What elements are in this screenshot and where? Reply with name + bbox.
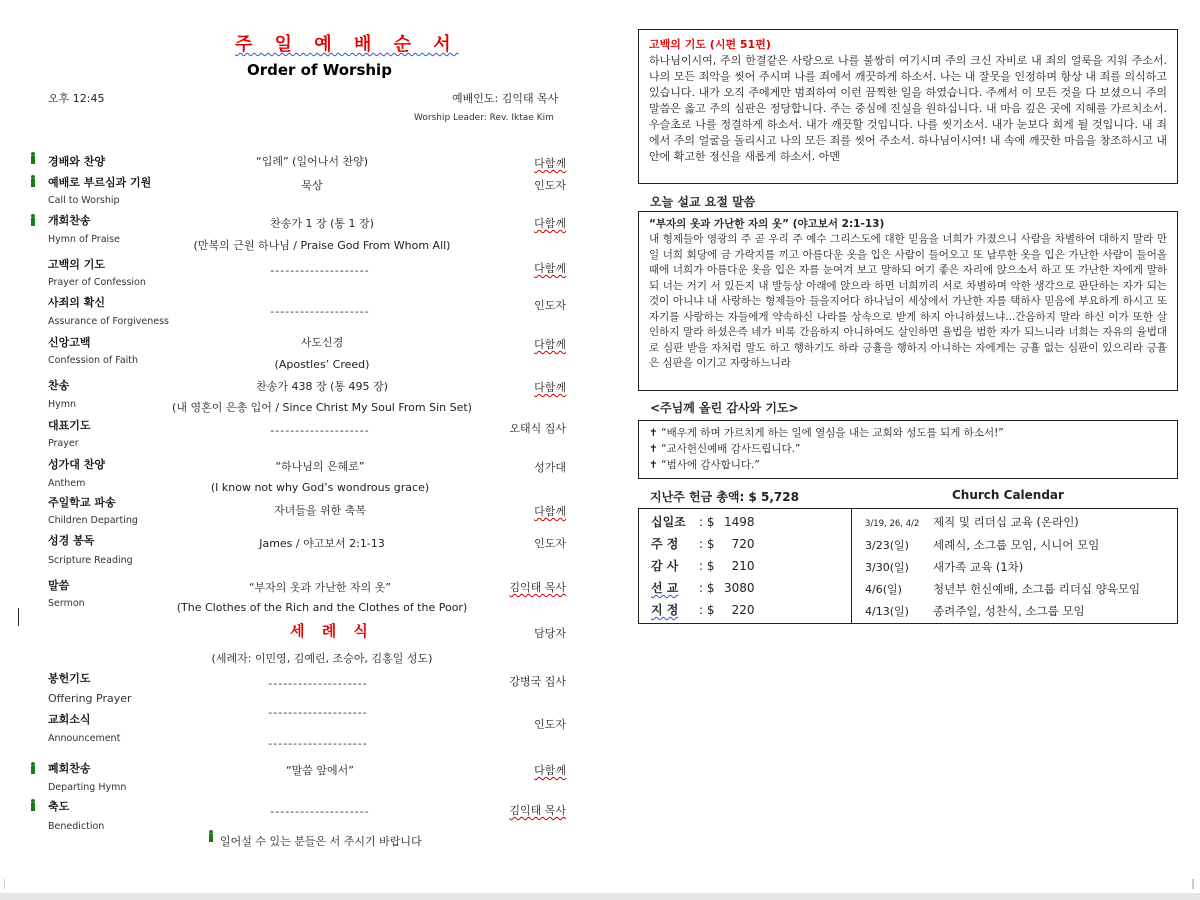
order-item-english: Hymn — [48, 399, 77, 410]
order-item-detail: 찬송가 438 장 (통 495 장) — [256, 380, 388, 393]
order-item-leader: 다함께 — [534, 262, 566, 275]
order-item-placeholder: -------------------- — [270, 264, 370, 277]
page-bottom-edge — [0, 893, 1200, 900]
sermon-verse-text: 내 형제들아 영광의 주 곧 우리 주 예수 그리스도에 대한 믿음을 너희가 가졌으니 사람을 차별하여 대하지 말라 만일 너희 회당에 금 가락지를 끼고 아름다운 옷을 입은 사람이 들어오고 또 남루한 옷을 입은 가난한 사람이 들어올 때에 너희가 아름다운 옷을 입은 자를 눈여겨 보고 말하되 여기 좋은 자리에 앉으소서 하고 또 가난한 자에게 말하되 너는 거기 서 있든지 내 발등상 아래에 앉으라 하면 너희끼리 서로 차별하며 악한 생각으로 판단하는 자가 되는 것이 아니냐 내 사랑하는 형제들아 들을지어다 하나님이 세상에서 가난한 자를 택하사 믿음에 부요하게 하시고 또 자기를 사랑하는 자들에게 약속하신 나라를 상속으로 받게 하지 아니하셨느냐...간음하지 말라 하신 이가 또한 살인하지 말라 하셨은즉 네가 비록 간음하지 아니하여도 살인하면 율법을 범한 자가 되느니라 너희는 자유의 율법대로 심판 받을 자처럼 말도 하고 행하기도 하라 긍휼을 행하지 아니하는 자에게는 긍휼 없는 심판이 있으리라 긍휼은 심판을 이기고 자랑하느니라 — [649, 233, 1167, 369]
stand-notice: 일어설 수 있는 분들은 서 주시기 바랍니다 — [220, 835, 422, 848]
order-item-leader: 성가대 — [534, 461, 566, 474]
thanks-heading: <주님께 올린 감사와 기도> — [650, 401, 799, 415]
order-item-detail: 자녀들을 위한 축복 — [273, 504, 367, 517]
calendar-title: Church Calendar — [952, 488, 1064, 502]
order-item-english: Scripture Reading — [48, 555, 133, 566]
order-item-title: 대표기도 — [48, 419, 91, 432]
cross-icon: ✝ — [649, 459, 662, 471]
order-item-detail: “말씀 앞에서” — [285, 764, 355, 777]
order-item-placeholder: -------------------- — [268, 706, 368, 719]
stand-up-icon — [30, 799, 36, 811]
order-item-leader: 강병국 집사 — [509, 675, 566, 688]
worship-leader: 예배인도: 김익태 목사 — [452, 92, 559, 105]
crop-mark-icon — [4, 879, 14, 889]
order-item-leader: 오태식 집사 — [509, 422, 566, 435]
order-item-title: 고백의 기도 — [48, 258, 105, 271]
order-item-detail-sub: (Apostles’ Creed) — [274, 358, 370, 371]
order-item-leader: 인도자 — [534, 718, 566, 731]
stand-up-icon — [30, 152, 36, 164]
order-item-english: Departing Hymn — [48, 782, 127, 793]
order-item-leader: 다함께 — [534, 505, 566, 518]
thanks-item: ✝ “교사헌신예배 감사드립니다.” — [649, 443, 801, 455]
order-item-english: Prayer — [48, 438, 79, 449]
order-item-title: 축도 — [48, 800, 70, 813]
order-item-leader: 인도자 — [534, 299, 566, 312]
order-item-title: 성가대 찬양 — [48, 458, 105, 471]
order-item-placeholder: -------------------- — [268, 737, 368, 750]
offering-row: 주 정 : $ 720 — [651, 537, 755, 551]
order-item-detail: 찬송가 1 장 (통 1 장) — [270, 217, 374, 230]
page-title-english: Order of Worship — [247, 61, 392, 79]
calendar-row: 3/30(일) 새가족 교육 (1차) — [865, 560, 1024, 574]
sacrament-title: 세 례 식 — [290, 622, 374, 640]
confession-prayer-title: 고백의 기도 (시편 51편) — [649, 38, 771, 51]
offering-row: 지 정 : $ 220 — [651, 603, 755, 617]
order-item-placeholder: -------------------- — [268, 677, 368, 690]
order-item-detail: 묵상 — [301, 179, 323, 192]
order-item-detail-sub: (I know not why God’s wondrous grace) — [210, 481, 430, 494]
thanks-item: ✝ “범사에 감사합니다.” — [649, 459, 760, 471]
order-item-english: Children Departing — [48, 515, 138, 526]
sermon-verse-box — [638, 211, 1178, 391]
worship-leader-english: Worship Leader: Rev. Iktae Kim — [414, 113, 554, 123]
column-divider — [851, 509, 852, 623]
order-item-leader: 다함께 — [534, 381, 566, 394]
order-item-detail-sub: (The Clothes of the Rich and the Clothes of the Poor) — [176, 601, 468, 614]
order-item-placeholder: -------------------- — [270, 424, 370, 437]
calendar-row: 3/19, 26, 4/2 제직 및 리더십 교육 (온라인) — [865, 515, 1079, 529]
order-item-detail: 사도신경 — [300, 336, 344, 349]
order-item-placeholder: -------------------- — [270, 805, 370, 818]
order-item-leader: 김익태 목사 — [509, 804, 566, 817]
order-item-title: 개회찬송 — [48, 214, 91, 227]
order-item-title: 교회소식 — [48, 713, 91, 726]
order-item-title: 신앙고백 — [48, 336, 91, 349]
order-item-title: 찬송 — [48, 379, 70, 392]
offering-calendar-box — [638, 508, 1178, 624]
order-item-title: 성경 봉독 — [48, 534, 95, 547]
order-item-english: Call to Worship — [48, 195, 120, 206]
order-item-leader: 다함께 — [534, 217, 566, 230]
stand-up-icon — [30, 175, 36, 187]
order-item-english: Prayer of Confession — [48, 277, 146, 288]
order-item-detail: James / 야고보서 2:1-13 — [259, 537, 385, 550]
order-item-leader: 담당자 — [534, 627, 566, 640]
calendar-row: 3/23(일) 세례식, 소그룹 모임, 시니어 모임 — [865, 538, 1100, 552]
sermon-verse-heading: 오늘 설교 요절 말씀 — [650, 195, 756, 209]
order-item-english: Confession of Faith — [48, 355, 139, 366]
calendar-row: 4/6(일) 청년부 헌신예배, 소그룹 리더십 양육모임 — [865, 582, 1141, 596]
thanks-item: ✝ “배우게 하며 가르치게 하는 일에 열심을 내는 교회와 성도를 되게 하소서!” — [649, 427, 1004, 439]
confession-prayer-box — [638, 29, 1178, 184]
order-item-leader: 다함께 — [534, 157, 566, 170]
order-item-detail-sub: (만복의 근원 하나님 / Praise God From Whom All) — [193, 239, 451, 252]
order-item-detail-sub: (내 영혼이 은총 입어 / Since Christ My Soul From Sin Set) — [172, 401, 472, 414]
text-cursor — [18, 608, 19, 626]
calendar-row: 4/13(일) 종려주일, 성찬식, 소그룹 모임 — [865, 604, 1085, 618]
stand-up-icon — [208, 830, 214, 842]
offering-row: 십일조 : $ 1498 — [651, 515, 755, 529]
order-item-leader: 인도자 — [534, 179, 566, 192]
order-item-leader: 인도자 — [534, 537, 566, 550]
order-item-english: Offering Prayer — [48, 692, 132, 705]
order-item-english: Assurance of Forgiveness — [48, 316, 170, 327]
service-time: 오후 12:45 — [48, 92, 105, 105]
order-item-title: 예배로 부르심과 기원 — [48, 176, 152, 189]
offering-row: 선 교 : $ 3080 — [651, 581, 755, 595]
order-item-english: Benediction — [48, 821, 105, 832]
order-item-title: 사죄의 확신 — [48, 296, 105, 309]
order-item-placeholder: -------------------- — [270, 305, 370, 318]
order-item-detail: “하나님의 은혜로” — [275, 460, 365, 473]
order-item-english: Sermon — [48, 598, 85, 609]
order-item-leader: 다함께 — [534, 764, 566, 777]
confession-prayer-text: 하나님이시여, 주의 한결같은 사랑으로 나를 불쌍히 여기시며 주의 크신 자비로 내 죄의 얼룩을 지워 주소서. 나의 모든 죄악을 씻어 주시며 나를 죄에서 깨끗하게 하소서. 나는 내 잘못을 인정하며 항상 내 죄를 의식하고 있습니다. 내가 오직 주에게만 범죄하여 이런 끔찍한 일을 하였습니다. 주께서 이 모든 것을 다 보셨으니 주의 말씀은 옳고 주의 심판은 정당합니다. 주는 중심에 진실을 원하십니다. 내 마음 깊은 곳에 지혜를 가르치소서. 우슬초로 나를 정결하게 하소서. 내가 깨끗할 것입니다. 나를 씻기소서. 내가 눈보다 희게 될 것입니다. 내 죄에서 주의 얼굴을 돌리시고 나의 모든 죄를 씻어 주소서. 하나님이시여! 내 속에 깨끗한 마음을 창조하시고 내 안에 확고한 정신을 새롭게 하소서. 아멘 — [649, 54, 1167, 163]
sermon-verse-title: “부자의 옷과 가난한 자의 옷” (야고보서 2:1-13) — [649, 218, 885, 230]
order-item-detail: “입례” (일어나서 찬양) — [256, 155, 368, 168]
stand-up-icon — [30, 214, 36, 226]
order-item-title: 경배와 찬양 — [48, 155, 105, 168]
thanks-box — [638, 420, 1178, 479]
order-item-title: 주일학교 파송 — [48, 496, 116, 509]
cross-icon: ✝ — [649, 443, 662, 455]
order-item-english: Anthem — [48, 478, 86, 489]
page-title-korean: 주 일 예 배 순 서 — [235, 34, 459, 55]
order-item-title: 말씀 — [48, 579, 70, 592]
stand-up-icon — [30, 762, 36, 774]
order-item-title: 폐회찬송 — [48, 762, 91, 775]
order-item-detail: “부자의 옷과 가난한 자의 옷” — [248, 581, 392, 594]
order-item-leader: 다함께 — [534, 338, 566, 351]
offering-row: 감 사 : $ 210 — [651, 559, 755, 573]
order-item-english: Announcement — [48, 733, 121, 744]
order-item-english: Hymn of Praise — [48, 234, 120, 245]
order-item-title: 봉헌기도 — [48, 672, 91, 685]
cross-icon: ✝ — [649, 427, 662, 439]
order-item-leader: 김익태 목사 — [509, 581, 566, 594]
crop-mark-icon — [1184, 879, 1194, 889]
sacrament-names: (세례자: 이민영, 김예린, 조승아, 김홍일 성도) — [211, 652, 433, 665]
offering-total: 지난주 헌금 총액: $ 5,728 — [650, 490, 799, 504]
